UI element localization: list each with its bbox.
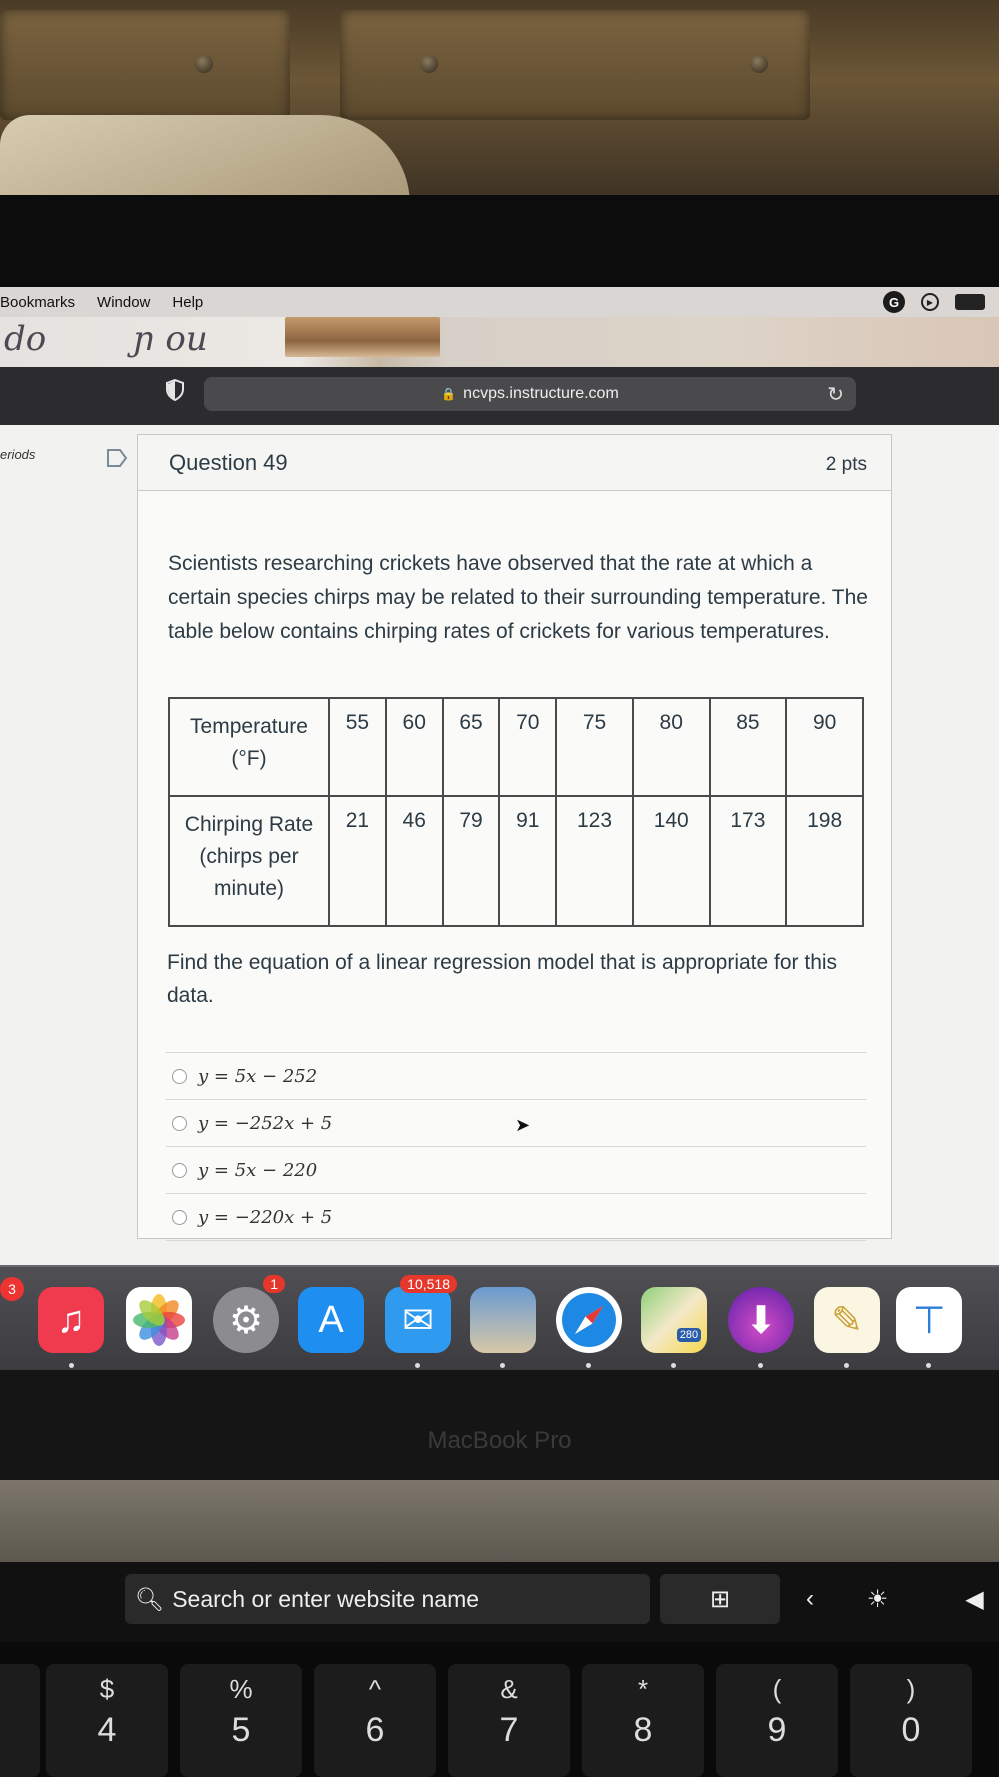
choice-label: y = −252x + 5: [198, 1112, 333, 1134]
key-symbol: ^: [368, 1674, 382, 1704]
drawer-knob: [420, 55, 438, 73]
music-app-icon[interactable]: ♫: [38, 1287, 104, 1353]
maps-shield-label: 280: [677, 1328, 701, 1342]
safari-app-icon[interactable]: [556, 1287, 622, 1353]
key-number: 9: [767, 1711, 787, 1749]
photos-app-icon[interactable]: [126, 1287, 192, 1353]
table-cell: 46: [386, 796, 443, 926]
key-symbol: *: [637, 1674, 649, 1704]
table-cell: 85: [710, 698, 787, 796]
laptop-brand-label: MacBook Pro: [427, 1427, 572, 1454]
running-indicator: [671, 1363, 676, 1368]
grammarly-icon[interactable]: G: [883, 291, 905, 313]
key-symbol: &: [500, 1674, 518, 1704]
running-indicator: [586, 1363, 591, 1368]
table-cell: 21: [329, 796, 386, 926]
table-cell: 79: [443, 796, 500, 926]
menu-help[interactable]: Help: [172, 293, 204, 311]
table-cell: 60: [386, 698, 443, 796]
dresser-drawer: [340, 10, 810, 120]
menubar: [0, 287, 999, 317]
key-number: 8: [633, 1711, 653, 1749]
data-table: [168, 697, 864, 927]
url-text: ncvps.instructure.com: [463, 385, 619, 402]
running-indicator: [500, 1363, 505, 1368]
podcasts-downloads-app-icon[interactable]: ⬇: [728, 1287, 794, 1353]
drawer-knob: [750, 55, 768, 73]
running-indicator: [69, 1363, 74, 1368]
table-row: [169, 698, 863, 796]
running-indicator: [926, 1363, 931, 1368]
mail-app-icon[interactable]: ✉ 10,518: [385, 1287, 451, 1353]
running-indicator: [844, 1363, 849, 1368]
keyboard-key[interactable]: [850, 1664, 972, 1777]
play-icon[interactable]: ▶: [921, 293, 939, 311]
radio-button[interactable]: [172, 1163, 187, 1178]
handwriting-decoration: do ɲ ou: [4, 319, 208, 359]
key-number: 6: [365, 1711, 385, 1749]
dock: [0, 1265, 999, 1372]
radio-button[interactable]: [172, 1116, 187, 1131]
key-symbol: (: [772, 1674, 782, 1704]
table-cell: 90: [786, 698, 863, 796]
flag-question-icon[interactable]: [106, 447, 128, 469]
table-cell: 198: [786, 796, 863, 926]
keyboard-key[interactable]: [46, 1664, 168, 1777]
privacy-shield-icon[interactable]: [166, 379, 184, 401]
screen-bezel: [0, 195, 999, 287]
room-background: [0, 0, 999, 200]
notes-pencil-app-icon[interactable]: ✎: [814, 1287, 880, 1353]
system-preferences-app-icon[interactable]: ⚙ 1: [213, 1287, 279, 1353]
mouse-cursor-icon: ➤: [515, 1115, 531, 1135]
radio-button[interactable]: [172, 1069, 187, 1084]
question-points: 2 pts: [825, 454, 867, 475]
table-cell: 65: [443, 698, 500, 796]
question-panel: [137, 434, 892, 1239]
wallpaper-photo: [285, 317, 440, 357]
reload-icon[interactable]: ↻: [827, 384, 844, 406]
browser-toolbar: [0, 367, 999, 425]
lock-icon: 🔒: [441, 387, 457, 401]
battery-icon[interactable]: [955, 294, 985, 310]
table-cell: 173: [710, 796, 787, 926]
chevron-left-icon[interactable]: ‹: [806, 1585, 814, 1612]
desktop-wallpaper: [0, 317, 999, 367]
question-header: [138, 435, 891, 491]
menu-bookmarks[interactable]: Bookmarks: [0, 293, 76, 311]
question-title: Question 49: [169, 450, 288, 475]
table-cell: 140: [633, 796, 710, 926]
table-cell: 55: [329, 698, 386, 796]
maps-app-icon[interactable]: [641, 1287, 707, 1353]
answer-choice[interactable]: [166, 1194, 866, 1241]
keyboard: [0, 1642, 999, 1777]
search-icon: 🔍︎: [135, 1585, 165, 1612]
notification-badge: 10,518: [400, 1275, 457, 1293]
question-text: Scientists researching crickets have observed that the rate at which a certain species chirps may be related to their surrounding temperature. The table below contains chirping rates of crickets for various temperatures.: [168, 552, 868, 643]
question-prompt: Find the equation of a linear regression model that is appropriate for this data.: [167, 951, 838, 1007]
answer-choice[interactable]: [166, 1147, 866, 1194]
key-symbol: ): [906, 1674, 916, 1704]
pillow: [0, 115, 410, 205]
running-indicator: [758, 1363, 763, 1368]
key-symbol: %: [229, 1674, 253, 1704]
notification-badge: 1: [263, 1275, 285, 1293]
menu-window[interactable]: Window: [97, 293, 151, 311]
choice-label: y = −220x + 5: [198, 1206, 333, 1228]
keyboard-key[interactable]: [448, 1664, 570, 1777]
keyboard-key[interactable]: [716, 1664, 838, 1777]
running-indicator: [415, 1363, 420, 1368]
preview-app-icon[interactable]: [470, 1287, 536, 1353]
radio-button[interactable]: [172, 1210, 187, 1225]
keyboard-key[interactable]: [314, 1664, 436, 1777]
address-bar[interactable]: [204, 377, 856, 411]
table-row: [169, 796, 863, 926]
table-cell: 70: [499, 698, 556, 796]
touchbar-search[interactable]: [125, 1574, 650, 1624]
choice-label: y = 5x − 220: [198, 1159, 318, 1181]
row-header-temperature: Temperature (°F): [169, 698, 329, 796]
canvas-page: [0, 425, 999, 1265]
menubar-tray: [883, 291, 985, 313]
keyboard-key[interactable]: [0, 1664, 40, 1777]
volume-icon[interactable]: ◀: [965, 1585, 984, 1613]
keyboard-key[interactable]: [180, 1664, 302, 1777]
key-number: 5: [231, 1711, 251, 1749]
laptop-chin: [0, 1370, 999, 1480]
answer-choice[interactable]: [166, 1052, 866, 1100]
answer-choices: [166, 1052, 866, 1241]
touchbar-search-text: Search or enter website name: [172, 1585, 480, 1612]
key-symbol: $: [99, 1674, 115, 1704]
app-store-app-icon[interactable]: A: [298, 1287, 364, 1353]
table-cell: 91: [499, 796, 556, 926]
key-number: 7: [499, 1711, 519, 1749]
key-number: 0: [901, 1711, 921, 1749]
dresser-drawer: [0, 10, 290, 120]
table-cell: 123: [556, 796, 633, 926]
keyboard-key[interactable]: [582, 1664, 704, 1777]
laptop-hinge: [0, 1480, 999, 1562]
touch-bar: [0, 1562, 999, 1642]
new-tab-icon[interactable]: ⊞: [660, 1574, 780, 1624]
drawer-knob: [195, 55, 213, 73]
keynote-app-icon[interactable]: ⊤: [896, 1287, 962, 1353]
choice-label: y = 5x − 252: [198, 1065, 318, 1087]
key-number: 4: [97, 1711, 117, 1749]
table-cell: 75: [556, 698, 633, 796]
row-header-chirping-rate: Chirping Rate (chirps per minute): [169, 796, 329, 926]
dock-badge: 3: [0, 1277, 24, 1301]
brightness-icon[interactable]: ☀: [866, 1585, 889, 1613]
sidebar-cut-text: eriods: [0, 447, 36, 462]
table-cell: 80: [633, 698, 710, 796]
